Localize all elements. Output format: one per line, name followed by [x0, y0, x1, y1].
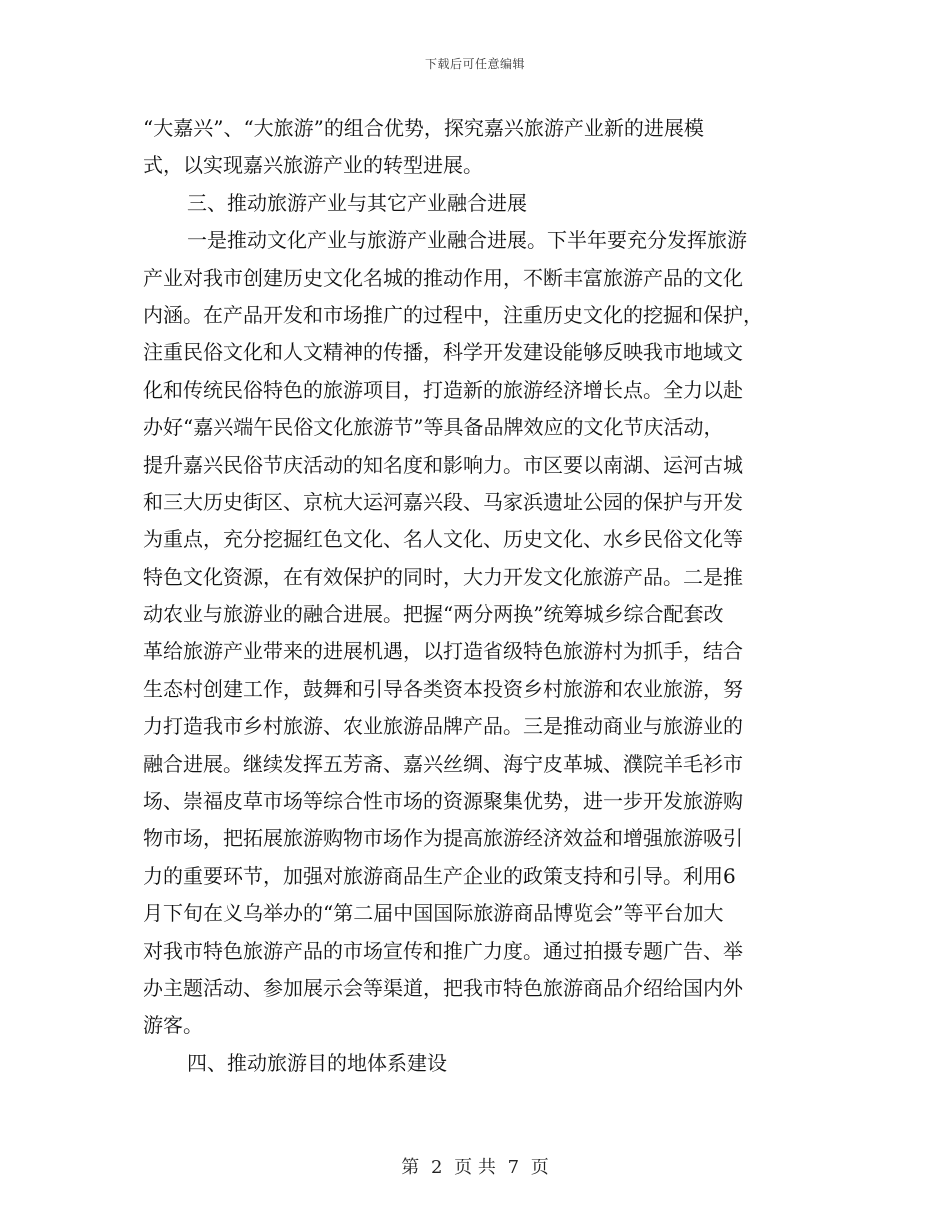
- footer-page-number: 2: [430, 1157, 443, 1178]
- text-line: 场、崇福皮草市场等综合性市场的资源聚集优势，进一步开发旅游购: [143, 789, 743, 814]
- text-line: 特色文化资源，在有效保护的同时，大力开发文化旅游产品。二是推: [143, 564, 743, 589]
- text-line: 力的重要环节，加强对旅游商品生产企业的政策支持和引导。利用6: [143, 863, 736, 888]
- text-line: 和三大历史街区、京杭大运河嘉兴段、马家浜遗址公园的保护与开发: [143, 489, 743, 514]
- text-line: 融合进展。继续发挥五芳斋、嘉兴丝绸、海宁皮革城、濮院羊毛衫市: [143, 751, 743, 776]
- footer-middle: 页 共: [454, 1157, 496, 1178]
- text-line: 对我市特色旅游产品的市场宣传和推广力度。通过拍摄专题广告、举: [143, 938, 743, 963]
- text-line: 提升嘉兴民俗节庆活动的知名度和影响力。市区要以南湖、运河古城: [143, 452, 743, 477]
- text-line: 游客。: [143, 1013, 203, 1038]
- text-line: 内涵。在产品开发和市场推广的过程中，注重历史文化的挖掘和保护，: [143, 302, 763, 327]
- text-line: 三、推动旅游产业与其它产业融合进展: [187, 190, 527, 215]
- text-line: 为重点，充分挖掘红色文化、名人文化、历史文化、水乡民俗文化等: [143, 527, 743, 552]
- page-footer: [0, 1153, 950, 1179]
- text-line: 力打造我市乡村旅游、农业旅游品牌产品。三是推动商业与旅游业的: [143, 714, 743, 739]
- text-line: “大嘉兴”、“大旅游”的组合优势，探究嘉兴旅游产业新的进展模: [143, 116, 704, 140]
- footer-total-pages: 7: [507, 1157, 520, 1178]
- text-line: 革给旅游产业带来的进展机遇，以打造省级特色旅游村为抓手，结合: [143, 639, 743, 664]
- text-line: 办主题活动、参加展示会等渠道，把我市特色旅游商品介绍给国内外: [143, 975, 743, 1000]
- footer-suffix: 页: [530, 1157, 549, 1178]
- page-header: 下载后可任意编辑: [424, 57, 525, 71]
- text-line: 一是推动文化产业与旅游产业融合进展。下半年要充分发挥旅游: [187, 228, 747, 253]
- text-line: 四、推动旅游目的地体系建设: [187, 1050, 447, 1075]
- text-line: 办好“嘉兴端午民俗文化旅游节”等具备品牌效应的文化节庆活动，: [143, 415, 724, 440]
- text-line: 生态村创建工作，鼓舞和引导各类资本投资乡村旅游和农业旅游，努: [143, 676, 743, 701]
- text-line: 月下旬在义乌举办的“第二届中国国际旅游商品博览会”等平台加大: [143, 901, 724, 926]
- text-line: 式，以实现嘉兴旅游产业的转型进展。: [143, 153, 483, 178]
- body-text: [143, 110, 808, 1082]
- text-line: 物市场，把拓展旅游购物市场作为提高旅游经济效益和增强旅游吸引: [143, 826, 743, 851]
- footer-prefix: 第: [401, 1157, 420, 1178]
- text-line: 注重民俗文化和人文精神的传播，科学开发建设能够反映我市地域文: [143, 340, 743, 365]
- text-line: 化和传统民俗特色的旅游项目，打造新的旅游经济增长点。全力以赴: [143, 377, 743, 402]
- text-line: 动农业与旅游业的融合进展。把握“两分两换”统筹城乡综合配套改: [143, 602, 724, 627]
- text-line: 产业对我市创建历史文化名城的推动作用，不断丰富旅游产品的文化: [143, 265, 743, 290]
